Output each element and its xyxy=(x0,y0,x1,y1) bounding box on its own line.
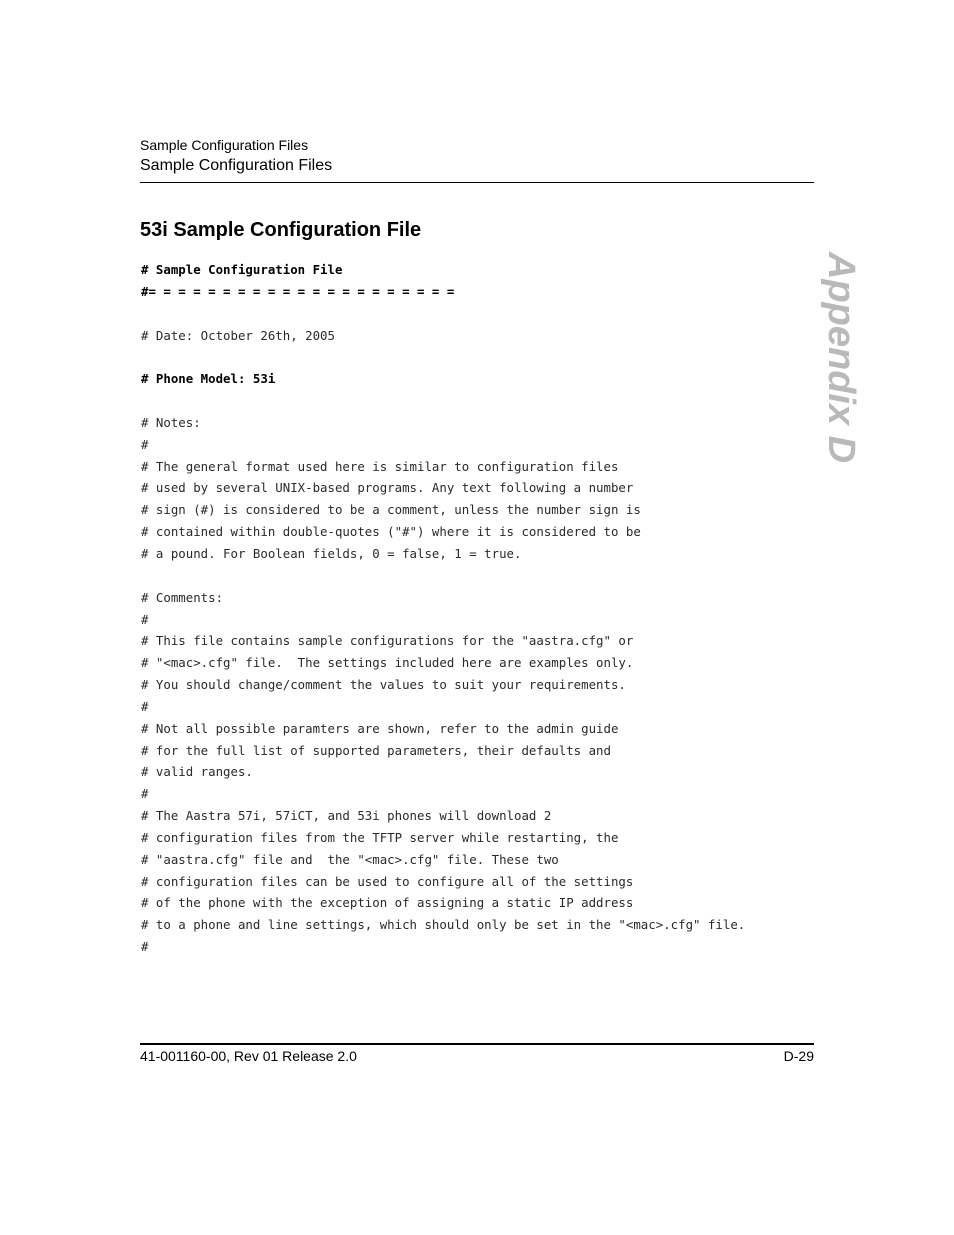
code-line: # The Aastra 57i, 57iCT, and 53i phones will download 2 xyxy=(141,808,552,824)
code-line: # xyxy=(141,611,149,627)
code-line: # to a phone and line settings, which should only be set in the "<mac>.cfg" file. xyxy=(141,917,746,933)
code-line: # xyxy=(141,786,149,802)
code-line: # Date: October 26th, 2005 xyxy=(141,327,335,343)
code-line: # configuration files from the TFTP server while restarting, the xyxy=(141,829,619,845)
code-line: # for the full list of supported parameters, their defaults and xyxy=(141,742,611,758)
code-line: # xyxy=(141,698,149,714)
code-line: # used by several UNIX-based programs. Any text following a number xyxy=(141,480,634,496)
footer-divider xyxy=(140,1043,814,1045)
code-line xyxy=(141,567,781,589)
code-line: # xyxy=(141,939,149,955)
code-line: # "<mac>.cfg" file. The settings included here are examples only. xyxy=(141,655,634,671)
code-line: # Phone Model: 53i xyxy=(141,371,276,387)
section-title: 53i Sample Configuration File xyxy=(140,219,422,241)
code-line: # The general format used here is similar to configuration files xyxy=(141,458,619,474)
code-line: # "aastra.cfg" file and the "<mac>.cfg" file. These two xyxy=(141,851,559,867)
appendix-side-tab-label: Appendix D xyxy=(820,252,862,464)
code-line: # This file contains sample configurations for the "aastra.cfg" or xyxy=(141,633,634,649)
code-line: # Comments: xyxy=(141,589,224,605)
config-file-listing xyxy=(141,261,781,960)
code-line: # contained within double-quotes ("#") where it is considered to be xyxy=(141,524,641,540)
footer-page-number: D-29 xyxy=(783,1048,814,1064)
running-header-small: Sample Configuration Files xyxy=(140,137,309,153)
code-line xyxy=(141,392,781,414)
footer-doc-id: 41-001160-00, Rev 01 Release 2.0 xyxy=(140,1048,357,1064)
appendix-side-tab xyxy=(821,252,861,462)
running-header: Sample Configuration Files xyxy=(140,157,333,174)
code-line: # configuration files can be used to configure all of the settings xyxy=(141,873,634,889)
code-line xyxy=(141,348,781,370)
code-line: # You should change/comment the values to suit your requirements. xyxy=(141,677,626,693)
code-line: # sign (#) is considered to be a comment, unless the number sign is xyxy=(141,502,641,518)
code-line: #= = = = = = = = = = = = = = = = = = = = = xyxy=(141,283,455,299)
code-line: # xyxy=(141,436,149,452)
code-line: # valid ranges. xyxy=(141,764,253,780)
code-line xyxy=(141,305,781,327)
code-line: # Not all possible paramters are shown, refer to the admin guide xyxy=(141,720,619,736)
header-divider xyxy=(140,182,814,183)
code-line: # Notes: xyxy=(141,414,201,430)
code-line: # of the phone with the exception of assigning a static IP address xyxy=(141,895,634,911)
code-line: # a pound. For Boolean fields, 0 = false, 1 = true. xyxy=(141,545,522,561)
code-line: # Sample Configuration File xyxy=(141,262,343,277)
